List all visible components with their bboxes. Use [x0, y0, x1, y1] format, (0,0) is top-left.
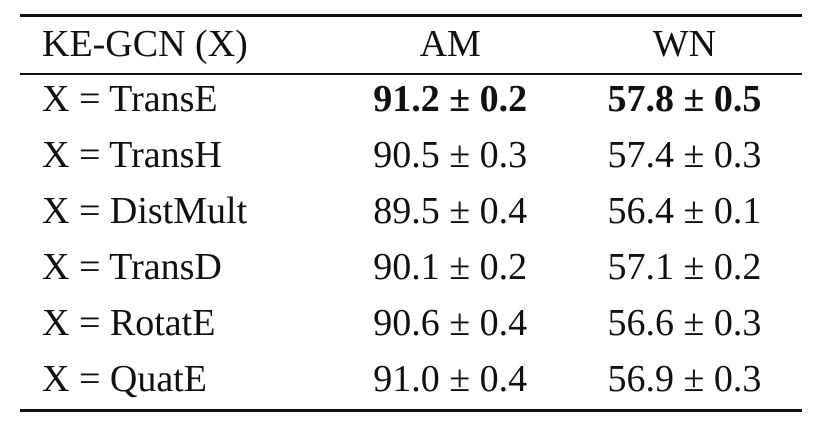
am-cell: 91.0 ± 0.4: [373, 358, 528, 400]
table-row: [20, 239, 802, 295]
header-wn: WN: [652, 23, 717, 65]
method-cell: X = TransD: [42, 246, 222, 288]
wn-cell: 56.4 ± 0.1: [607, 190, 762, 232]
header-row: [20, 16, 802, 72]
table-row: [20, 183, 802, 239]
table-row: [20, 71, 802, 127]
wn-cell: 56.9 ± 0.3: [607, 358, 762, 400]
table-row: [20, 351, 802, 407]
table-row: [20, 127, 802, 183]
wn-cell: 56.6 ± 0.3: [607, 302, 762, 344]
method-cell: X = TransH: [42, 134, 222, 176]
wn-cell-best: 57.8 ± 0.5: [607, 78, 762, 120]
header-method: KE-GCN (X): [42, 23, 248, 65]
method-cell: X = DistMult: [42, 190, 248, 232]
method-cell: X = RotatE: [42, 302, 216, 344]
am-cell: 90.5 ± 0.3: [373, 134, 528, 176]
wn-cell: 57.4 ± 0.3: [607, 134, 762, 176]
am-cell-best: 91.2 ± 0.2: [373, 78, 528, 120]
header-am: AM: [419, 23, 481, 65]
wn-cell: 57.1 ± 0.2: [607, 246, 762, 288]
method-cell: X = TransE: [42, 78, 218, 120]
am-cell: 89.5 ± 0.4: [373, 190, 528, 232]
bottom-rule: [20, 409, 802, 412]
table-row: [20, 295, 802, 351]
am-cell: 90.6 ± 0.4: [373, 302, 528, 344]
method-cell: X = QuatE: [42, 358, 207, 400]
am-cell: 90.1 ± 0.2: [373, 246, 528, 288]
